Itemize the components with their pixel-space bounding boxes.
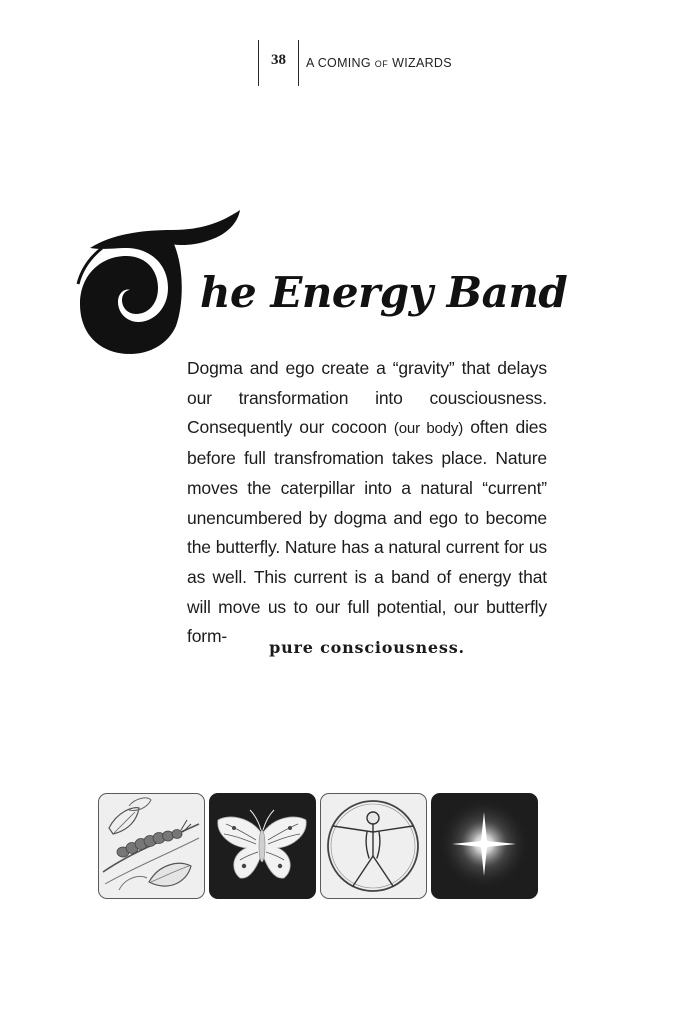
body-paragraph <box>187 354 547 652</box>
closing-line: pure consciousness. <box>269 638 465 657</box>
chapter-title <box>70 200 570 370</box>
running-header <box>258 40 452 86</box>
running-title <box>299 56 452 70</box>
running-title-part3: WIZARDS <box>388 56 452 70</box>
running-title-part1: A COMING <box>306 56 375 70</box>
vitruvian-figure-icon <box>321 794 425 897</box>
caterpillar-panel <box>98 793 205 899</box>
page-number: 38 <box>271 51 286 68</box>
body-text-part1: Dogma and ego create a “gravity” that delays our transformation into cousciousness. Consequently our cocoon <box>187 358 547 438</box>
illustration-strip <box>98 793 548 901</box>
running-title-part2: OF <box>374 59 389 69</box>
body-text-paren: (our body) <box>393 420 464 438</box>
light-burst-icon <box>432 794 536 897</box>
vitruvian-panel <box>320 793 427 899</box>
butterfly-icon <box>210 794 314 897</box>
butterfly-panel <box>209 793 316 899</box>
body-text-part2: often dies before full transfromation takes place. Nature moves the caterpillar into a natural “current” unencumbered by dogma and ego to become the butterfly. Nature has a natural current for us as well. This current is a band of energy that will move us to our full potential, our butterfly form- <box>187 417 547 647</box>
caterpillar-icon <box>99 794 203 897</box>
light-burst-panel <box>431 793 538 899</box>
chapter-title-text: he Energy Band <box>200 268 568 317</box>
